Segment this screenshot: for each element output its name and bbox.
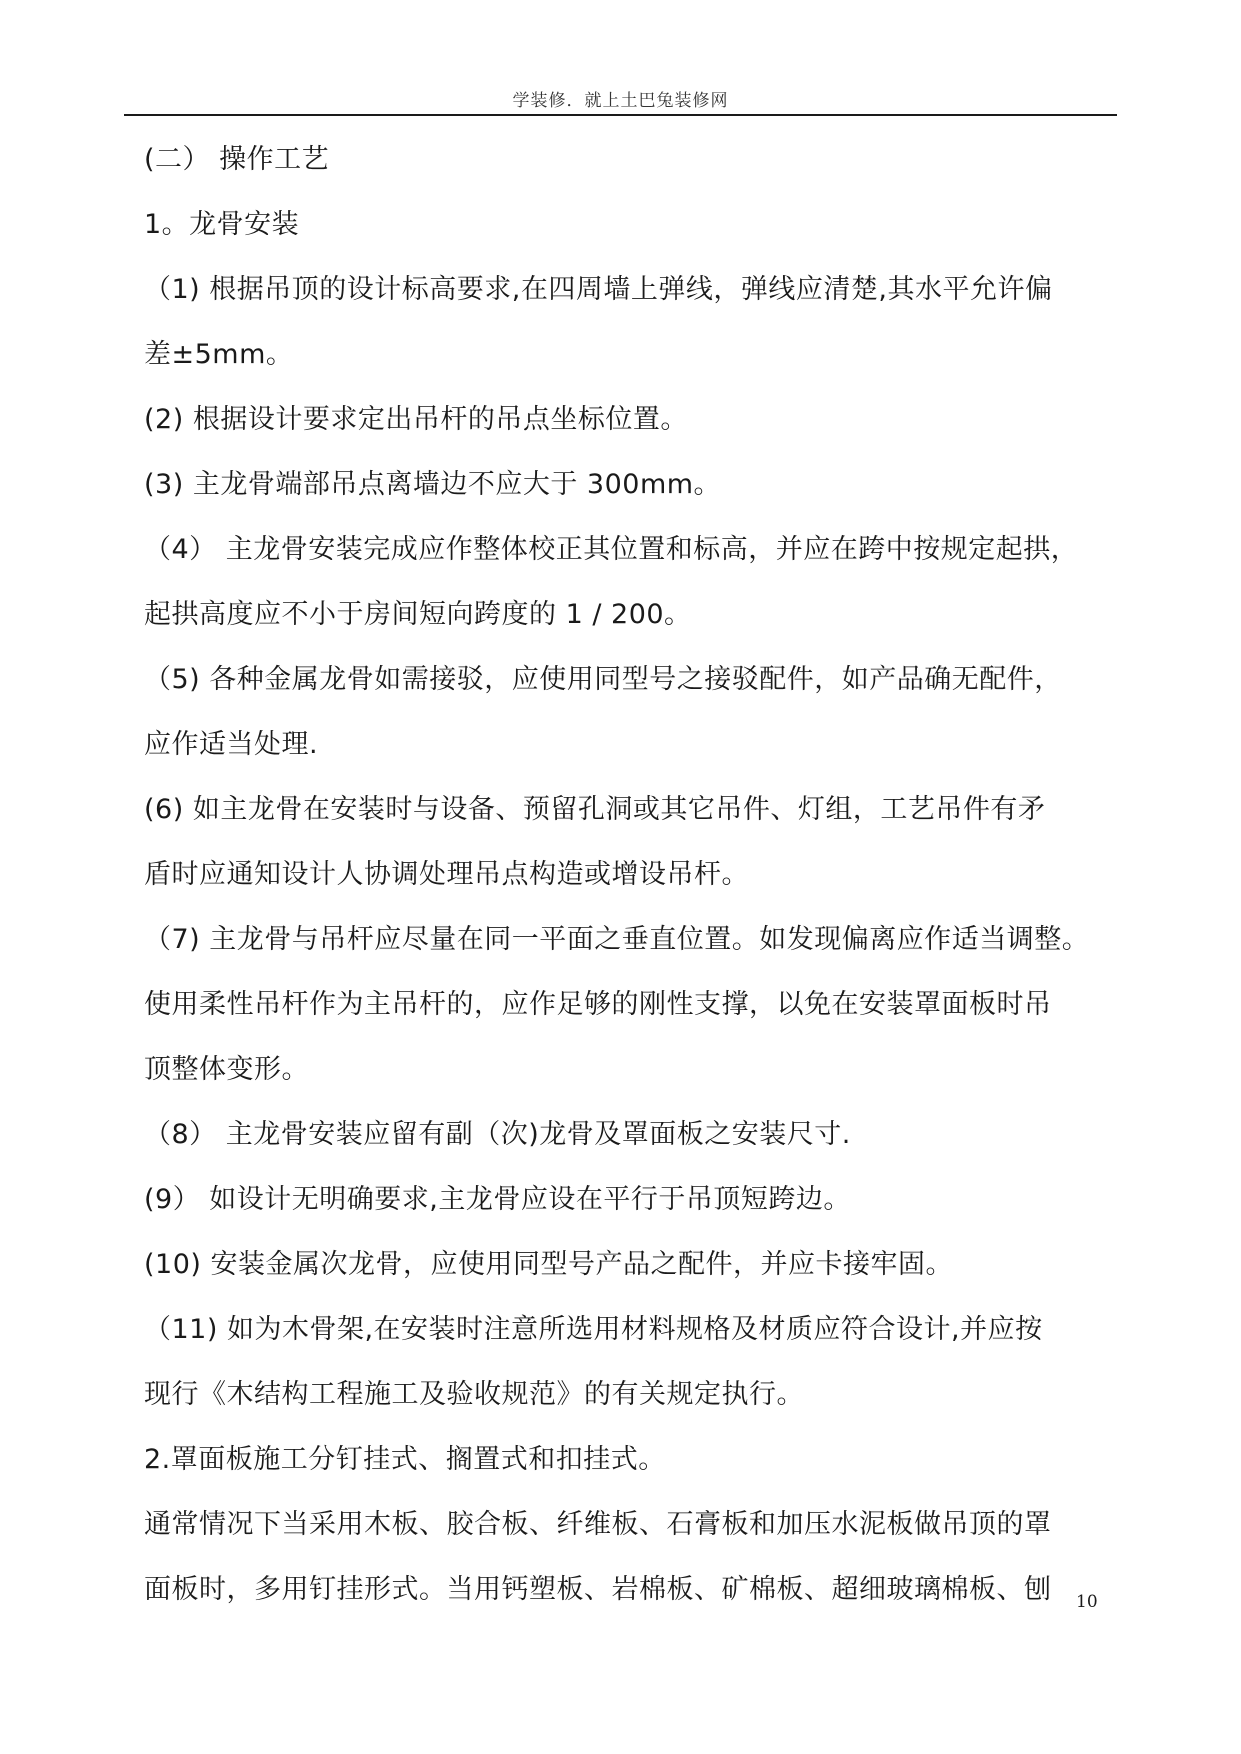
- section-heading: (二） 操作工艺: [144, 144, 330, 175]
- page-number: 10: [1076, 1592, 1098, 1612]
- paragraph-line: 起拱高度应不小于房间短向跨度的 1 / 200。: [144, 599, 692, 630]
- subsection-heading: 1。龙骨安装: [144, 209, 300, 240]
- paragraph-line: 现行《木结构工程施工及验收规范》的有关规定执行。: [144, 1379, 804, 1410]
- paragraph-line: 使用柔性吊杆作为主吊杆的，应作足够的刚性支撑，以免在安装罩面板时吊: [144, 989, 1052, 1020]
- paragraph-line: 差±5mm。: [144, 339, 294, 370]
- paragraph-line: 通常情况下当采用木板、胶合板、纤维板、石膏板和加压水泥板做吊顶的罩: [144, 1509, 1052, 1540]
- subsection-heading: 2.罩面板施工分钉挂式、搁置式和扣挂式。: [144, 1444, 666, 1475]
- paragraph-line: （1) 根据吊顶的设计标高要求,在四周墙上弹线，弹线应清楚,其水平允许偏: [144, 274, 1053, 305]
- paragraph-line: 顶整体变形。: [144, 1054, 309, 1085]
- paragraph-line: （7) 主龙骨与吊杆应尽量在同一平面之垂直位置。如发现偏离应作适当调整。: [144, 924, 1090, 955]
- paragraph-line: (6) 如主龙骨在安装时与设备、预留孔洞或其它吊件、灯组，工艺吊件有矛: [144, 794, 1046, 825]
- paragraph-line: （5) 各种金属龙骨如需接驳，应使用同型号之接驳配件，如产品确无配件，: [144, 664, 1062, 695]
- header-divider: [124, 114, 1117, 116]
- page-header: 学装修．就上土巴兔装修网: [512, 91, 729, 111]
- paragraph-line: 应作适当处理.: [144, 729, 319, 760]
- paragraph-line: (2) 根据设计要求定出吊杆的吊点坐标位置。: [144, 404, 688, 435]
- paragraph-line: (9） 如设计无明确要求,主龙骨应设在平行于吊顶短跨边。: [144, 1184, 851, 1215]
- paragraph-line: （8） 主龙骨安装应留有副（次)龙骨及罩面板之安装尺寸.: [144, 1119, 851, 1150]
- paragraph-line: （11) 如为木骨架,在安装时注意所选用材料规格及材质应符合设计,并应按: [144, 1314, 1043, 1345]
- document-body: [144, 127, 1124, 1622]
- paragraph-line: 面板时，多用钉挂形式。当用钙塑板、岩棉板、矿棉板、超细玻璃棉板、刨: [144, 1574, 1052, 1605]
- paragraph-line: （4） 主龙骨安装完成应作整体校正其位置和标高，并应在跨中按规定起拱，: [144, 534, 1079, 565]
- paragraph-line: (3) 主龙骨端部吊点离墙边不应大于 300mm。: [144, 469, 722, 500]
- paragraph-line: 盾时应通知设计人协调处理吊点构造或增设吊杆。: [144, 859, 749, 890]
- paragraph-line: (10) 安装金属次龙骨，应使用同型号产品之配件，并应卡接牢固。: [144, 1249, 954, 1280]
